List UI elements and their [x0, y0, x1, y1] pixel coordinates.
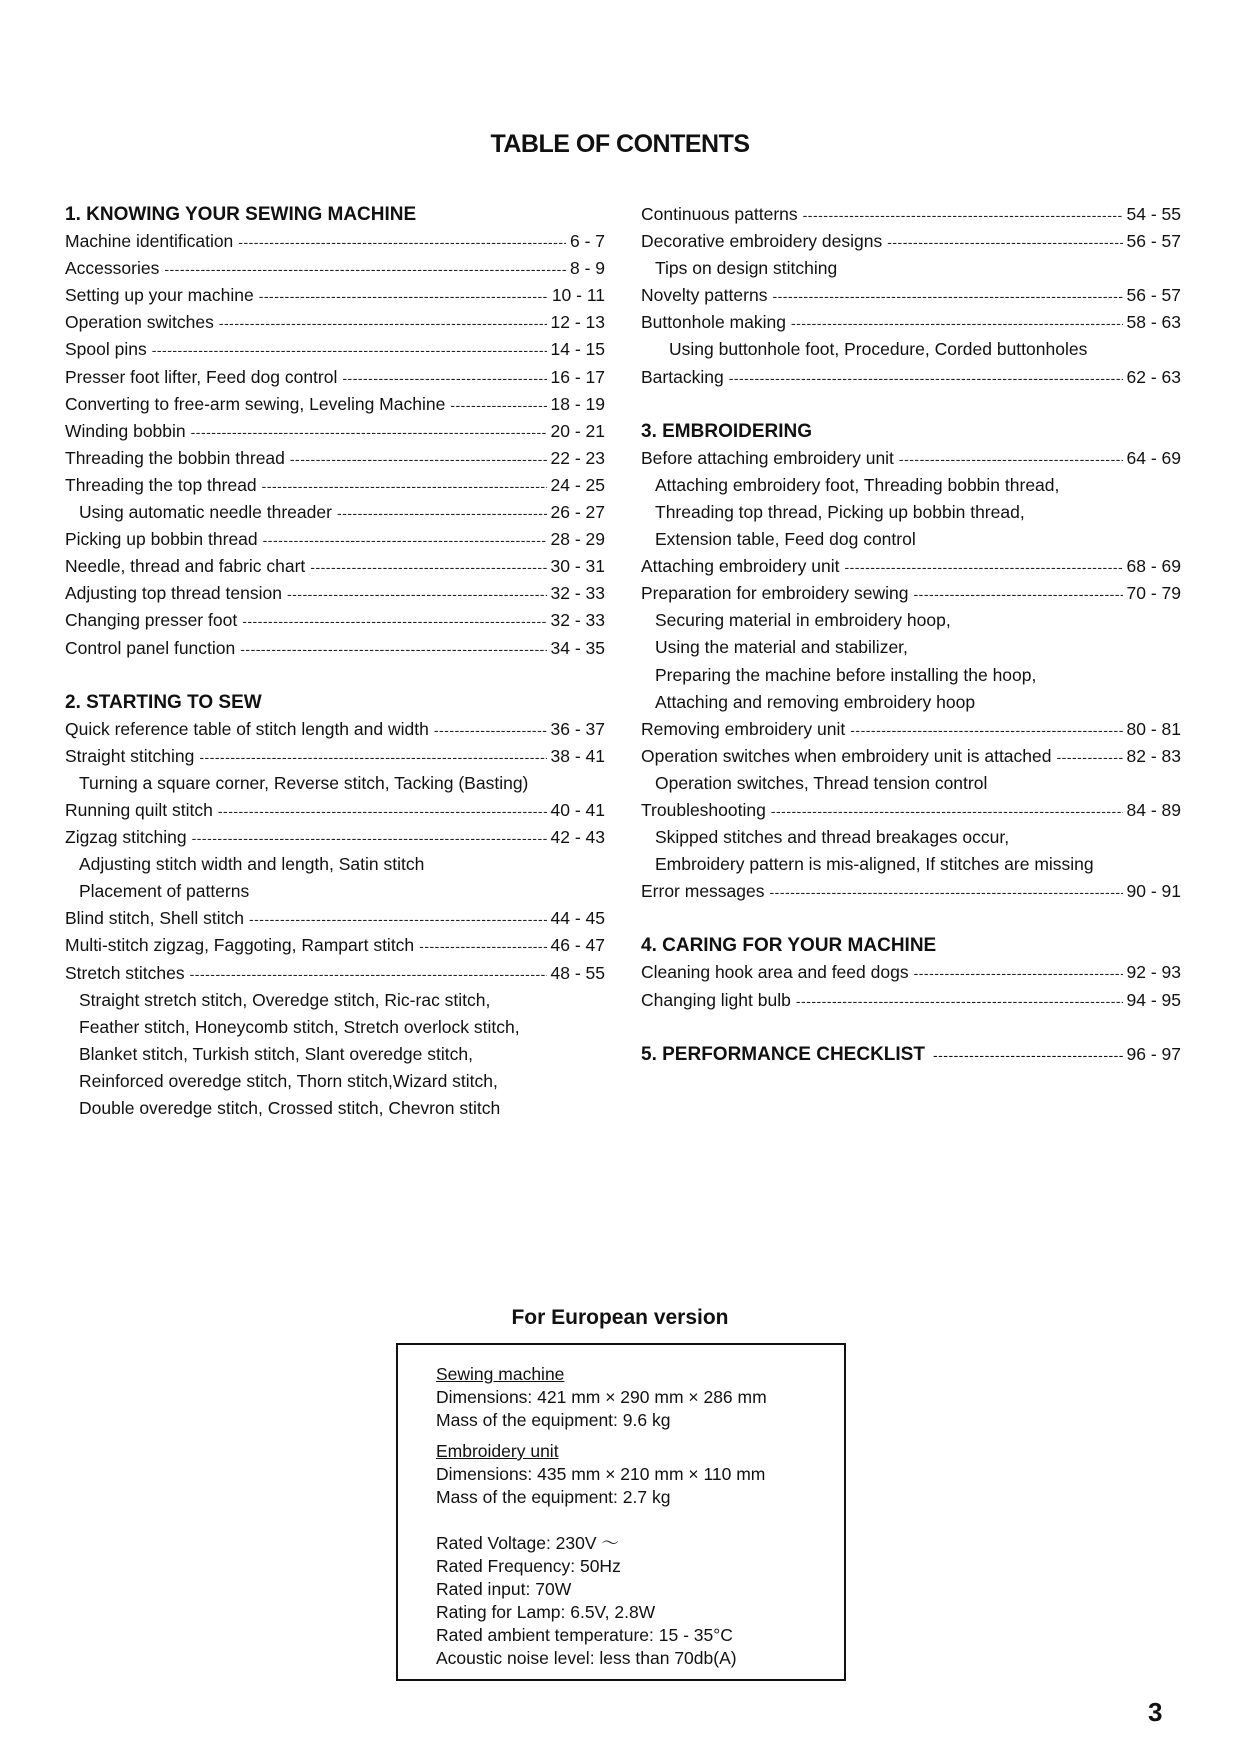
toc-entry-label: Using automatic needle threader: [79, 502, 332, 523]
toc-entry: [65, 638, 605, 665]
rated-input: Rated input: 70W: [436, 1579, 572, 1599]
toc-entry: [65, 448, 605, 475]
toc-entry-label: Continuous patterns: [641, 204, 798, 224]
dot-leader: [240, 641, 546, 657]
dot-leader: [803, 207, 1123, 223]
sewing-machine-heading: Sewing machine: [436, 1364, 565, 1384]
embroidery-unit-heading: Embroidery unit: [436, 1441, 559, 1461]
toc-subentry-label: Threading top thread, Picking up bobbin thread,: [655, 501, 1025, 522]
toc-entry: [65, 610, 605, 637]
toc-left-column: [65, 204, 605, 1125]
toc-entry-label: Threading the bobbin thread: [65, 447, 285, 468]
toc-entry: [65, 935, 605, 962]
toc-entry-label: Changing presser foot: [65, 610, 238, 631]
toc-entry: [65, 963, 605, 990]
section-heading-label: 4. CARING FOR YOUR MACHINE: [641, 935, 937, 957]
toc-entry-pages: 94 - 95: [1126, 989, 1181, 1010]
toc-entry: [65, 746, 605, 773]
toc-subentry: [65, 773, 605, 800]
toc-entry: [65, 800, 605, 827]
toc-entry: [641, 556, 1181, 583]
toc-entry-pages: 32 - 33: [550, 583, 605, 604]
toc-entry: [641, 367, 1181, 394]
dot-leader: [152, 342, 547, 358]
toc-subentry: [641, 339, 1181, 366]
toc-entry: [641, 231, 1181, 258]
toc-entry-label: Error messages: [641, 881, 765, 902]
section-heading-knowing: [65, 204, 605, 231]
toc-entry-label: Before attaching embroidery unit: [641, 447, 894, 468]
toc-entry-label: Winding bobbin: [65, 420, 186, 441]
toc-entry-label: Threading the top thread: [65, 474, 257, 495]
section-heading-caring: [641, 935, 1181, 962]
toc-entry-pages: 84 - 89: [1126, 799, 1181, 820]
section-heading-starting: [65, 692, 605, 719]
dot-leader: [164, 261, 566, 277]
toc-entry: [641, 990, 1181, 1017]
dot-leader: [190, 966, 547, 982]
toc-entry-label: Presser foot lifter, Feed dog control: [65, 366, 338, 387]
dot-leader: [238, 234, 566, 250]
toc-subentry: [641, 502, 1181, 529]
dot-leader: [729, 370, 1123, 386]
toc-entry: [65, 719, 605, 746]
page-title: TABLE OF CONTENTS: [490, 130, 750, 158]
dot-leader: [419, 938, 546, 954]
toc-right-column: [641, 204, 1181, 1071]
dot-leader: [218, 803, 547, 819]
section-gap: [641, 908, 1181, 935]
toc-entry-pages: 54 - 55: [1126, 204, 1181, 224]
toc-entry-label: Blind stitch, Shell stitch: [65, 908, 244, 929]
toc-subentry: [65, 1071, 605, 1098]
dot-leader: [796, 993, 1123, 1009]
section-heading-pages: 96 - 97: [1126, 1043, 1181, 1064]
toc-entry: [65, 529, 605, 556]
section-heading-label: 3. EMBROIDERING: [641, 420, 813, 442]
spacer: [436, 1432, 844, 1440]
section-heading-embroidering: [641, 421, 1181, 448]
toc-entry: [65, 908, 605, 935]
toc-entry: [65, 827, 605, 854]
dot-leader: [259, 288, 548, 304]
dot-leader: [933, 1047, 1123, 1063]
sewing-mass: Mass of the equipment: 9.6 kg: [436, 1410, 671, 1430]
toc-entry-label: Buttonhole making: [641, 312, 786, 333]
toc-entry-pages: 48 - 55: [550, 962, 605, 983]
toc-subentry: [65, 1044, 605, 1071]
section-heading-label: 1. KNOWING YOUR SEWING MACHINE: [65, 204, 417, 225]
toc-entry-label: Novelty patterns: [641, 285, 768, 306]
toc-entry: [65, 231, 605, 258]
toc-entry-label: Operation switches: [65, 312, 214, 333]
dot-leader: [844, 559, 1122, 575]
dot-leader: [192, 830, 547, 846]
embroidery-mass: Mass of the equipment: 2.7 kg: [436, 1487, 671, 1507]
toc-subentry-label: Turning a square corner, Reverse stitch, Tacking (Basting): [79, 772, 529, 793]
toc-entry-label: Quick reference table of stitch length and width: [65, 718, 429, 739]
toc-entry-pages: 62 - 63: [1126, 366, 1181, 387]
toc-entry: [65, 502, 605, 529]
toc-subentry-label: Skipped stitches and thread breakages occur,: [655, 827, 1010, 848]
toc-entry-pages: 56 - 57: [1126, 231, 1181, 252]
dot-leader: [290, 451, 547, 467]
toc-entry-pages: 16 - 17: [550, 366, 605, 387]
section-gap: [641, 394, 1181, 421]
dot-leader: [342, 370, 546, 386]
dot-leader: [887, 234, 1122, 250]
toc-subentry-label: Feather stitch, Honeycomb stitch, Stretch overlock stitch,: [79, 1016, 520, 1037]
dot-leader: [772, 288, 1122, 304]
toc-entry-pages: 80 - 81: [1126, 718, 1181, 739]
toc-entry-label: Troubleshooting: [641, 799, 766, 820]
toc-subentry-label: Using the material and stabilizer,: [655, 637, 908, 658]
toc-entry: [641, 746, 1181, 773]
spacer: [436, 1509, 844, 1532]
toc-subentry-label: Embroidery pattern is mis-aligned, If stitches are missing: [655, 854, 1094, 875]
toc-subentry-label: Preparing the machine before installing the hoop,: [655, 664, 1037, 685]
toc-entry-pages: 18 - 19: [550, 393, 605, 414]
toc-entry-pages: 36 - 37: [550, 718, 605, 739]
toc-entry: [65, 421, 605, 448]
toc-subentry-label: Securing material in embroidery hoop,: [655, 610, 951, 631]
toc-subentry: [641, 475, 1181, 502]
toc-subentry: [641, 692, 1181, 719]
dot-leader: [914, 965, 1123, 981]
toc-entry-label: Straight stitching: [65, 745, 195, 766]
dot-leader: [450, 397, 546, 413]
toc-subentry: [65, 990, 605, 1017]
toc-entry-pages: 28 - 29: [550, 529, 605, 550]
toc-subentry-label: Operation switches, Thread tension control: [655, 772, 988, 793]
toc-entry-label: Operation switches when embroidery unit is attached: [641, 745, 1052, 766]
lamp-rating: Rating for Lamp: 6.5V, 2.8W: [436, 1602, 656, 1622]
european-version-title: For European version: [511, 1306, 729, 1329]
toc-entry-pages: 30 - 31: [550, 556, 605, 577]
toc-entry-pages: 10 - 11: [551, 285, 605, 306]
toc-entry: [641, 312, 1181, 339]
toc-entry-label: Needle, thread and fabric chart: [65, 556, 306, 577]
noise-level: Acoustic noise level: less than 70db(A): [436, 1648, 737, 1668]
toc-subentry: [65, 1098, 605, 1125]
dot-leader: [310, 559, 546, 575]
toc-subentry-label: Attaching embroidery foot, Threading bobbin thread,: [655, 474, 1060, 495]
section-heading-label: 2. STARTING TO SEW: [65, 691, 262, 713]
toc-entry-label: Removing embroidery unit: [641, 718, 846, 739]
dot-leader: [249, 911, 547, 927]
toc-entry-label: Zigzag stitching: [65, 827, 187, 848]
toc-subentry: [641, 773, 1181, 800]
toc-entry-label: Adjusting top thread tension: [65, 583, 282, 604]
toc-entry: [65, 312, 605, 339]
dot-leader: [771, 803, 1123, 819]
toc-entry-label: Machine identification: [65, 231, 234, 252]
toc-entry: [641, 719, 1181, 746]
toc-subentry: [641, 610, 1181, 637]
section-gap: [641, 1017, 1181, 1044]
toc-entry-pages: 32 - 33: [550, 610, 605, 631]
toc-entry-pages: 64 - 69: [1126, 447, 1181, 468]
dot-leader: [791, 315, 1123, 331]
dot-leader: [287, 586, 547, 602]
toc-entry-label: Decorative embroidery designs: [641, 231, 883, 252]
dot-leader: [191, 424, 547, 440]
toc-subentry: [65, 881, 605, 908]
toc-entry-label: Control panel function: [65, 637, 236, 658]
toc-subentry-label: Placement of patterns: [79, 881, 250, 902]
toc-entry: [641, 204, 1181, 231]
rated-frequency: Rated Frequency: 50Hz: [436, 1556, 621, 1576]
toc-entry-label: Multi-stitch zigzag, Faggoting, Rampart stitch: [65, 935, 415, 956]
toc-entry-label: Picking up bobbin thread: [65, 529, 258, 550]
toc-entry: [65, 475, 605, 502]
toc-entry-label: Setting up your machine: [65, 285, 254, 306]
toc-entry: [65, 285, 605, 312]
dot-leader: [262, 478, 547, 494]
toc-entry-label: Attaching embroidery unit: [641, 556, 840, 577]
toc-subentry-label: Reinforced overedge stitch, Thorn stitch,Wizard stitch,: [79, 1070, 498, 1091]
dot-leader: [242, 613, 546, 629]
toc-entry-pages: 68 - 69: [1126, 556, 1181, 577]
section-heading-checklist: [641, 1044, 1181, 1071]
toc-entry-pages: 6 - 7: [569, 231, 605, 252]
toc-subentry-label: Double overedge stitch, Crossed stitch, Chevron stitch: [79, 1098, 501, 1118]
dot-leader: [899, 451, 1123, 467]
toc-entry-label: Cleaning hook area and feed dogs: [641, 962, 909, 983]
toc-entry: [65, 583, 605, 610]
toc-subentry: [641, 665, 1181, 692]
spec-box: [396, 1343, 846, 1681]
toc-entry-pages: 34 - 35: [550, 637, 605, 658]
toc-subentry-label: Extension table, Feed dog control: [655, 529, 916, 550]
toc-entry: [641, 800, 1181, 827]
embroidery-dimensions: Dimensions: 435 mm × 210 mm × 110 mm: [436, 1464, 766, 1484]
toc-entry-label: Bartacking: [641, 366, 724, 387]
toc-subentry: [65, 1017, 605, 1044]
ambient-temperature: Rated ambient temperature: 15 - 35°C: [436, 1625, 733, 1645]
toc-entry-label: Running quilt stitch: [65, 799, 213, 820]
toc-entry: [641, 583, 1181, 610]
toc-entry-pages: 44 - 45: [550, 908, 605, 929]
toc-entry-label: Stretch stitches: [65, 962, 185, 983]
toc-subentry: [641, 258, 1181, 285]
page-number: 3: [1148, 1697, 1163, 1727]
toc-subentry-label: Using buttonhole foot, Procedure, Corded buttonholes: [669, 339, 1088, 360]
toc-subentry-label: Adjusting stitch width and length, Satin stitch: [79, 854, 425, 875]
toc-entry-label: Accessories: [65, 258, 160, 279]
toc-entry-pages: 42 - 43: [550, 827, 605, 848]
dot-leader: [770, 884, 1123, 900]
dot-leader: [263, 532, 547, 548]
dot-leader: [337, 505, 547, 521]
rated-voltage: Rated Voltage: 230V ～: [436, 1533, 619, 1553]
toc-entry-pages: 56 - 57: [1126, 285, 1181, 306]
toc-entry: [641, 285, 1181, 312]
section-heading-label: 5. PERFORMANCE CHECKLIST: [641, 1043, 925, 1065]
toc-entry: [65, 258, 605, 285]
toc-entry-pages: 26 - 27: [550, 502, 605, 523]
toc-subentry: [641, 827, 1181, 854]
toc-entry-label: Spool pins: [65, 339, 147, 360]
dot-leader: [850, 722, 1122, 738]
toc-entry: [65, 394, 605, 421]
dot-leader: [434, 722, 547, 738]
toc-entry-label: Changing light bulb: [641, 989, 791, 1010]
toc-entry-pages: 12 - 13: [550, 312, 605, 333]
toc-entry-pages: 20 - 21: [550, 420, 605, 441]
toc-subentry: [641, 637, 1181, 664]
toc-entry-pages: 24 - 25: [550, 474, 605, 495]
toc-subentry-label: Straight stretch stitch, Overedge stitch, Ric-rac stitch,: [79, 989, 491, 1010]
toc-subentry-label: Attaching and removing embroidery hoop: [655, 691, 976, 712]
toc-entry-pages: 70 - 79: [1126, 583, 1181, 604]
toc-entry-pages: 58 - 63: [1126, 312, 1181, 333]
toc-entry-pages: 14 - 15: [550, 339, 605, 360]
toc-entry-pages: 38 - 41: [550, 745, 605, 766]
toc-entry: [65, 556, 605, 583]
toc-entry-label: Converting to free-arm sewing, Leveling Machine: [65, 393, 446, 414]
toc-entry: [641, 962, 1181, 989]
dot-leader: [219, 315, 547, 331]
toc-subentry: [641, 854, 1181, 881]
toc-subentry-label: Blanket stitch, Turkish stitch, Slant overedge stitch,: [79, 1043, 473, 1064]
toc-entry: [65, 367, 605, 394]
toc-entry-pages: 46 - 47: [550, 935, 605, 956]
dot-leader: [914, 586, 1123, 602]
toc-entry-pages: 90 - 91: [1126, 881, 1181, 902]
toc-subentry: [641, 529, 1181, 556]
toc-entry-pages: 8 - 9: [569, 258, 605, 279]
toc-entry-pages: 82 - 83: [1126, 745, 1181, 766]
dot-leader: [1057, 749, 1123, 765]
toc-entry: [641, 448, 1181, 475]
toc-entry: [65, 339, 605, 366]
toc-entry: [641, 881, 1181, 908]
toc-entry-pages: 22 - 23: [550, 447, 605, 468]
toc-entry-pages: 92 - 93: [1126, 962, 1181, 983]
toc-subentry-label: Tips on design stitching: [655, 258, 838, 279]
dot-leader: [199, 749, 546, 765]
toc-subentry: [65, 854, 605, 881]
sewing-dimensions: Dimensions: 421 mm × 290 mm × 286 mm: [436, 1387, 767, 1407]
toc-entry-label: Preparation for embroidery sewing: [641, 583, 909, 604]
section-gap: [65, 665, 605, 692]
toc-entry-pages: 40 - 41: [550, 799, 605, 820]
